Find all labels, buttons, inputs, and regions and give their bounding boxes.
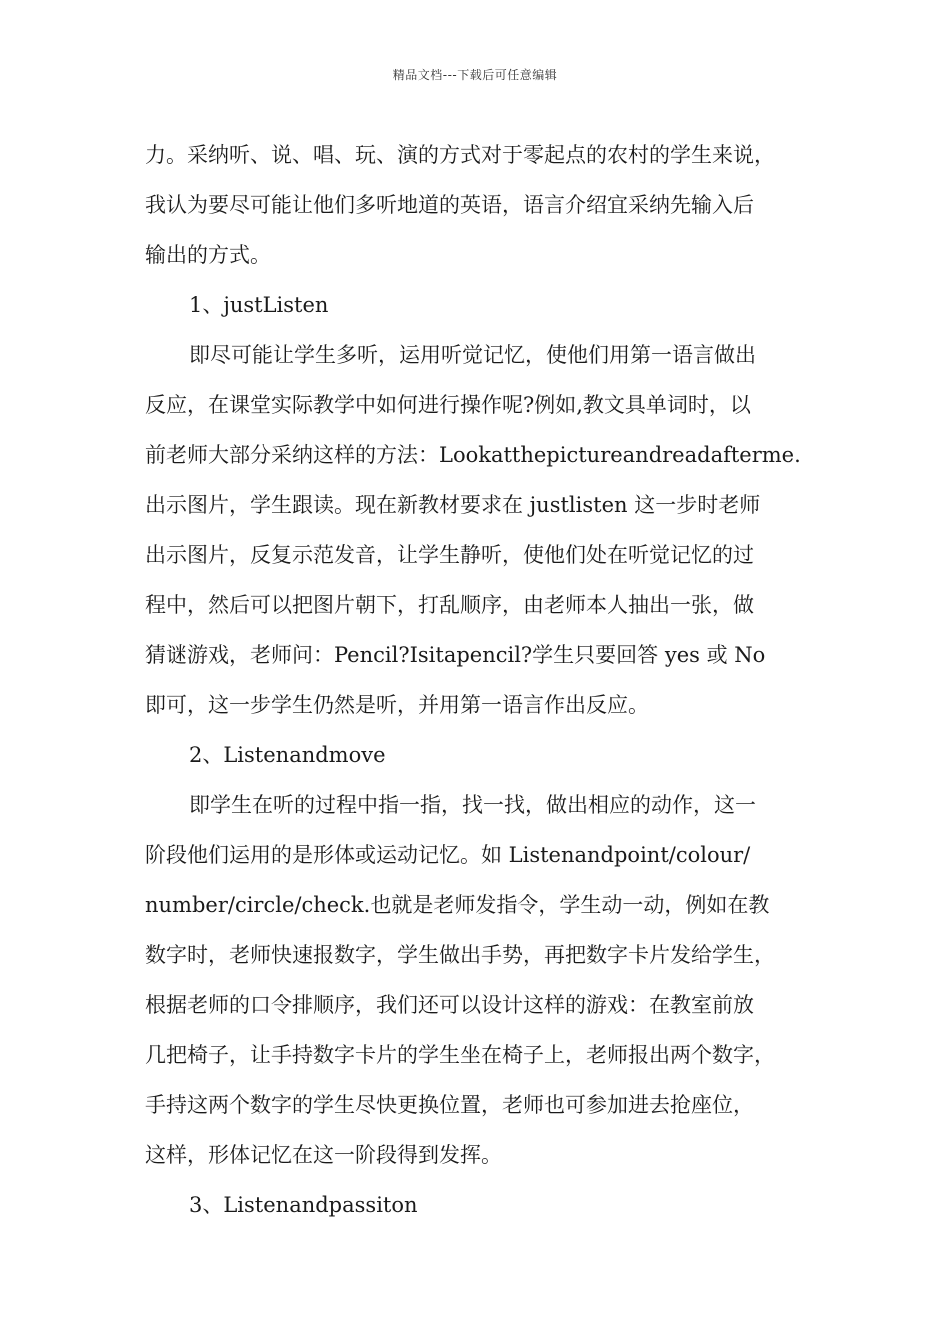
text-line: 手持这两个数字的学生尽快更换位置，老师也可参加进去抢座位， (145, 1093, 754, 1117)
text-line: 几把椅子，让手持数字卡片的学生坐在椅子上，老师报出两个数字， (145, 1043, 775, 1067)
text-line: 力。采纳听、说、唱、玩、演的方式对于零起点的农村的学生来说， (145, 143, 775, 167)
text-line: 1、justListen (189, 293, 329, 317)
document-body (145, 130, 810, 1230)
text-line: 猜谜游戏，老师问：Pencil?Isitapencil?学生只要回答 yes 或 No (145, 643, 766, 667)
text-line: 前老师大部分采纳这样的方法：Lookatthepictureandreadafterme. (145, 443, 801, 467)
text-line: 3、Listenandpassiton (189, 1193, 418, 1217)
text-line: 根据老师的口令排顺序，我们还可以设计这样的游戏：在教室前放 (145, 993, 754, 1017)
text-line: number/circle/check.也就是老师发指令，学生动一动，例如在教 (145, 893, 770, 917)
text-line: 反应，在课堂实际教学中如何进行操作呢?例如,教文具单词时，以 (145, 393, 751, 417)
text-line: 即尽可能让学生多听，运用听觉记忆，使他们用第一语言做出 (189, 343, 756, 367)
text-line: 出示图片，学生跟读。现在新教材要求在 justlisten 这一步时老师 (145, 493, 761, 517)
text-line: 这样，形体记忆在这一阶段得到发挥。 (145, 1143, 502, 1167)
text-line: 输出的方式。 (145, 243, 271, 267)
text-line: 我认为要尽可能让他们多听地道的英语，语言介绍宜采纳先输入后 (145, 193, 754, 217)
text-line: 即学生在听的过程中指一指，找一找，做出相应的动作，这一 (189, 793, 756, 817)
text-line: 程中，然后可以把图片朝下，打乱顺序，由老师本人抽出一张，做 (145, 593, 754, 617)
page-header: 精品文档---下载后可任意编辑 (392, 68, 558, 82)
text-line: 即可，这一步学生仍然是听，并用第一语言作出反应。 (145, 693, 649, 717)
text-line: 阶段他们运用的是形体或运动记忆。如 Listenandpoint/colour/ (145, 843, 751, 867)
text-line: 2、Listenandmove (189, 743, 386, 767)
text-line: 出示图片，反复示范发音，让学生静听，使他们处在听觉记忆的过 (145, 543, 754, 567)
text-line: 数字时，老师快速报数字，学生做出手势，再把数字卡片发给学生， (145, 943, 775, 967)
